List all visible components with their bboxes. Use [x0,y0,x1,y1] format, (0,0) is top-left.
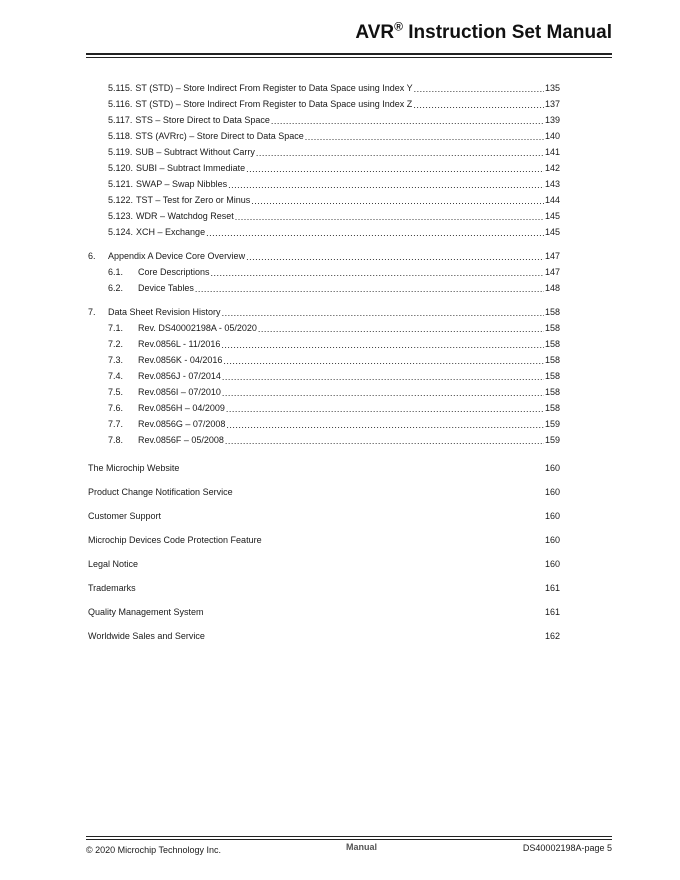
toc-number: 7.2. [108,339,124,349]
toc-entry[interactable] [88,352,560,368]
toc-page: 158 [544,403,560,413]
toc-number: 7.5. [108,387,124,397]
toc-text: Rev.0856G – 07/2008 [138,419,226,429]
toc-leader [228,177,544,188]
header-rule [86,53,612,55]
footer-doc-type: Manual [346,842,378,852]
toc-page: 160 [544,487,560,497]
toc-number: 6.2. [108,283,124,293]
toc-text: Rev.0856L - 11/2016 [138,339,221,349]
toc-text: Rev.0856K - 04/2016 [138,355,223,365]
toc-number: 7.6. [108,403,124,413]
toc-page: 135 [544,83,560,93]
toc-leader [271,113,544,124]
toc-text: Rev.0856F – 05/2008 [138,435,224,445]
toc-leader [139,557,544,568]
registered-mark: ® [394,19,403,34]
toc-leader [258,321,544,332]
toc-page: 158 [544,355,560,365]
toc-leader [222,385,544,396]
toc-entry[interactable] [88,264,560,280]
toc-backmatter-entry[interactable] [88,624,560,648]
toc-backmatter-entry[interactable] [88,456,560,480]
toc-text: WDR – Watchdog Reset [136,211,234,221]
toc-entry[interactable] [88,280,560,296]
toc-number: 5.120. [108,163,134,173]
footer-rule [86,836,612,837]
toc-page: 158 [544,387,560,397]
toc-page: 139 [544,115,560,125]
toc-text: STS – Store Direct to Data Space [135,115,270,125]
toc-number: 7.1. [108,323,124,333]
toc-entry[interactable] [88,368,560,384]
toc-leader [195,281,544,292]
toc-number: 7.4. [108,371,124,381]
toc-text: Rev. DS40002198A - 05/2020 [138,323,257,333]
toc-backmatter-entry[interactable] [88,528,560,552]
toc-leader [305,129,544,140]
toc-number: 5.115. [108,83,133,93]
toc-text: ST (STD) – Store Indirect From Register to Data Space using Index Z [135,99,413,109]
toc-entry[interactable] [88,112,560,128]
toc-page: 158 [544,323,560,333]
toc-number: 6. [88,251,96,261]
toc-text: Product Change Notification Service [88,487,233,497]
toc-page: 148 [544,283,560,293]
toc-number: 5.124. [108,227,134,237]
toc-text: SWAP – Swap Nibbles [136,179,228,189]
toc-leader [414,81,544,92]
toc-number: 5.116. [108,99,133,109]
toc-page: 162 [544,631,560,641]
toc-entry[interactable] [88,320,560,336]
toc-number: 5.122. [108,195,134,205]
toc-leader [162,509,544,520]
toc-page: 160 [544,559,560,569]
toc-text: Customer Support [88,511,162,521]
toc-entry[interactable] [88,176,560,192]
toc-text: SUB – Subtract Without Carry [135,147,255,157]
toc-backmatter-entry[interactable] [88,504,560,528]
toc-entry[interactable] [88,96,560,112]
toc-page: 142 [544,163,560,173]
toc-leader [226,401,544,412]
toc-leader [234,485,544,496]
toc-text: STS (AVRrc) – Store Direct to Data Space [135,131,304,141]
toc-entry[interactable] [88,80,560,96]
toc-text: ST (STD) – Store Indirect From Register to Data Space using Index Y [135,83,413,93]
toc-number: 7.8. [108,435,124,445]
toc-text: Device Tables [138,283,194,293]
toc-page: 145 [544,227,560,237]
toc-leader [256,145,544,156]
toc-page: 158 [544,307,560,317]
toc-leader [225,433,544,444]
toc-entry[interactable] [88,400,560,416]
toc-page: 160 [544,463,560,473]
footer-rule-thin [86,839,612,840]
toc-page: 144 [544,195,560,205]
toc-leader [263,533,544,544]
toc-text: Rev.0856I – 07/2010 [138,387,221,397]
toc-text: TST – Test for Zero or Minus [136,195,251,205]
toc-entry[interactable] [88,384,560,400]
toc-number: 7.3. [108,355,124,365]
table-of-contents [88,80,560,648]
toc-number: 5.123. [108,211,134,221]
toc-leader [222,305,544,316]
toc-text: Trademarks [88,583,136,593]
toc-page: 147 [544,267,560,277]
toc-entry[interactable] [88,160,560,176]
toc-text: Rev.0856J - 07/2014 [138,371,221,381]
toc-number: 5.119. [108,147,133,157]
toc-section-6[interactable] [88,248,560,264]
toc-number: 6.1. [108,267,124,277]
toc-backmatter-entry[interactable] [88,552,560,576]
toc-page: 159 [544,435,560,445]
toc-text: Rev.0856H – 04/2009 [138,403,225,413]
header-rule-thin [86,57,612,58]
toc-entry[interactable] [88,208,560,224]
toc-page: 141 [544,147,560,157]
toc-leader [180,461,544,472]
toc-number: 7. [88,307,96,317]
toc-number: 5.117. [108,115,133,125]
toc-leader [137,581,544,592]
toc-entry[interactable] [88,416,560,432]
toc-text: Appendix A Device Core Overview [108,251,246,261]
toc-backmatter-entry[interactable] [88,480,560,504]
toc-page: 158 [544,339,560,349]
toc-leader [251,193,544,204]
toc-entry[interactable] [88,192,560,208]
toc-text: Data Sheet Revision History [108,307,221,317]
toc-leader [246,249,544,260]
toc-text: The Microchip Website [88,463,180,473]
toc-page: 158 [544,371,560,381]
toc-section-7[interactable] [88,304,560,320]
toc-entry[interactable] [88,336,560,352]
toc-page: 161 [544,607,560,617]
toc-page: 159 [544,419,560,429]
toc-number: 5.118. [108,131,133,141]
toc-number: 5.121. [108,179,134,189]
toc-text: Core Descriptions [138,267,210,277]
toc-page: 147 [544,251,560,261]
toc-leader [223,353,544,364]
toc-text: Quality Management System [88,607,204,617]
toc-text: Legal Notice [88,559,139,569]
toc-number: 7.7. [108,419,124,429]
toc-text: Microchip Devices Code Protection Feature [88,535,262,545]
toc-text: Worldwide Sales and Service [88,631,205,641]
toc-leader [211,265,544,276]
toc-backmatter-entry[interactable] [88,600,560,624]
toc-entry[interactable] [88,128,560,144]
toc-leader [221,337,544,348]
toc-page: 143 [544,179,560,189]
toc-page: 137 [544,99,560,109]
toc-entry[interactable] [88,144,560,160]
footer-copyright: © 2020 Microchip Technology Inc. [86,845,222,855]
toc-page: 160 [544,511,560,521]
toc-page: 140 [544,131,560,141]
toc-text: XCH – Exchange [136,227,206,237]
toc-page: 145 [544,211,560,221]
toc-backmatter-entry[interactable] [88,576,560,600]
toc-leader [226,417,544,428]
title-main: AVR [355,22,395,43]
toc-page: 161 [544,583,560,593]
footer-page-ref: DS40002198A-page 5 [522,843,612,853]
toc-leader [246,161,544,172]
toc-leader [235,209,544,220]
title-rest: Instruction Set Manual [402,22,612,43]
toc-page: 160 [544,535,560,545]
toc-leader [206,225,544,236]
toc-leader [206,629,544,640]
toc-entry[interactable] [88,224,560,240]
toc-leader [413,97,544,108]
toc-leader [205,605,544,616]
page-header-title [355,19,612,44]
toc-entry[interactable] [88,432,560,448]
toc-text: SUBI – Subtract Immediate [136,163,246,173]
toc-leader [222,369,544,380]
